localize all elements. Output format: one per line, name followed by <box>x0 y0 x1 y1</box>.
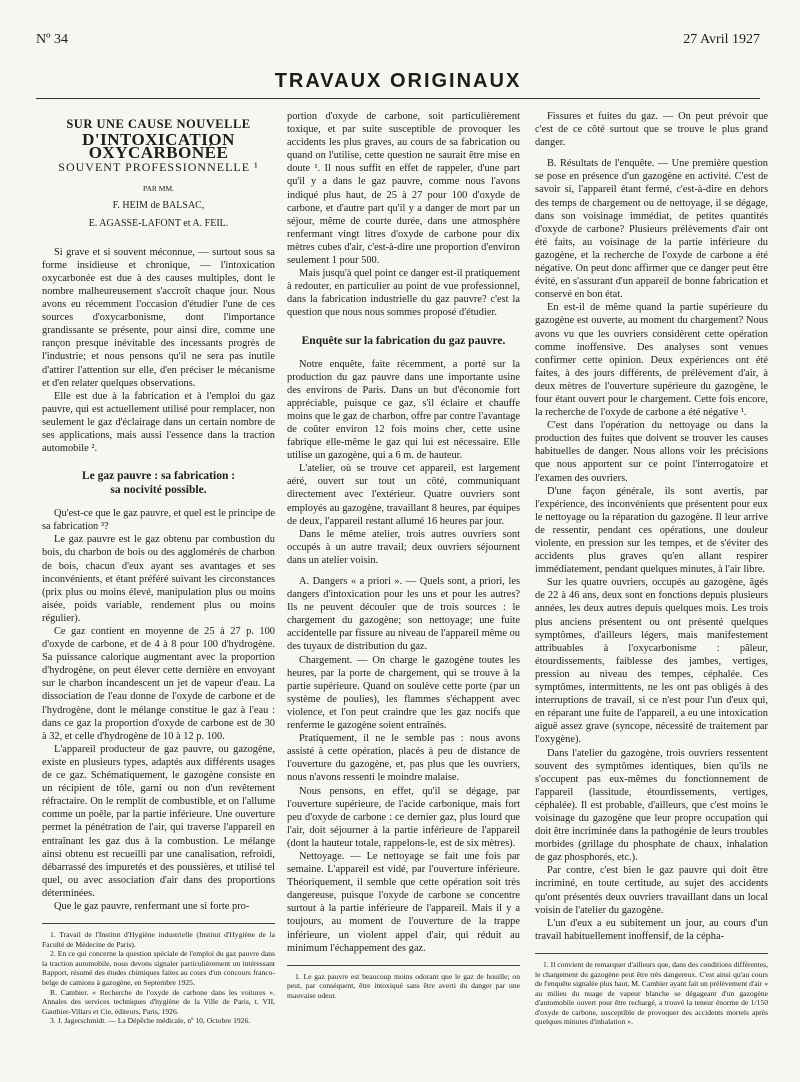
subheading-enquete: Enquête sur la fabrication du gaz pauvre. <box>301 334 506 347</box>
paragraph: Le gaz pauvre est le gaz obtenu par combustion du bois, du charbon de bois ou des agglomérés de charbon de bois, chacun d'eux ayant ses avantages et ses inconvénients, et étant préféré suivant les circonstances (prix plus ou moins élevé, manipulation plus ou moins aisée, poids variable, rendement plus ou moins régulier). <box>42 534 275 624</box>
section-heading: TRAVAUX ORIGINAUX <box>36 70 760 99</box>
column-2 <box>287 110 520 1078</box>
paragraph: D'une façon générale, ils sont avertis, par l'expérience, des inconvénients que présentent pour eux le nettoyage ou la réparation du gazogène. Il leur arrive de ressentir, pendant ces opérations, une douleur violente, en pression sur les tempes, et de s'éviter des accidents plus graves qu'en allant respirer immédiatement, pendant quelques minutes, à l'air libre. <box>535 485 768 576</box>
paragraph: Dans le même atelier, trois autres ouvriers sont occupés à un autre travail; deux ouvriers séjournent dans un atelier voisin. <box>287 528 520 566</box>
paragraph: Nous pensons, en effet, qu'il se dégage, par l'ouverture supérieure, de l'acide carbonique, mais fort peu d'oxyde de carbone : ce dernier gaz, plus lourd que l'air, doit séjourner à la partie inférieure de l'appareil (dont la hauteur totale, rappelons-le, est de six mètres). <box>287 785 520 849</box>
paragraph: B. Résultats de l'enquête. — Une première question se pose en présence d'un gazogène en activité. C'est de savoir si, l'appareil étant fermé, c'est-à-dire en dehors des temps de chargement ou de nettoyage, il se dégage, dans son voisinage immédiat, de petites quantités d'oxyde de carbone? Plusieurs prélèvements d'air ont été faits, au voisinage de la partie inférieure du gazogène, et la recherche de l'oxyde de carbone a été négative. On peut donc affirmer que ce danger peut être évité, en s'assurant d'un appareil de bonne fabrication et conservé en bon état. <box>535 158 768 301</box>
paragraph: C'est dans l'opération du nettoyage ou dans la production des fuites que doivent se trouver les causes habituelles de danger. Nous allons voir les précisions que nous apportent sur ce point l'interrogatoire et l'examen des ouvriers. <box>535 420 768 484</box>
author-line-1: F. HEIM de BALSAC, <box>112 200 205 212</box>
paragraph: Fissures et fuites du gaz. — On peut prévoir que c'est de ce côté surtout que se trouve le plus grand danger. <box>535 111 768 149</box>
subheading-line: Le gaz pauvre : sa fabrication : <box>81 470 236 483</box>
paragraph: En est-il de même quand la partie supérieure du gazogène est ouverte, au moment du chargement? Nous avons vu que les ouvriers considèrent cette opération comme inoffensive. Des analyses sont venues confirmer cette opinion. Deux expériences ont été faites, à des jours différents, de prélèvement d'air, à deux mètres de l'ouverture supérieure du gazogène, le four étant ouvert pour le chargement. Cette fois encore, la recherche de l'oxyde de carbone a été négative ¹. <box>535 302 768 419</box>
footnotes <box>287 965 520 1001</box>
footnote: 1. Travail de l'Institut d'Hygiène industrielle (Institut d'Hygiène de la Faculté de Médecine de Paris). <box>42 930 275 949</box>
column-1 <box>42 110 275 1078</box>
column-3 <box>535 110 768 1078</box>
spacer <box>42 230 275 246</box>
article-title-line-1: SUR UNE CAUSE NOUVELLE <box>66 117 251 131</box>
footnote: 1. Le gaz pauvre est beaucoup moins odorant que le gaz de houille; on peut, par conséquent, être intoxiqué sans être averti du danger par une mauvaise odeur. <box>287 971 520 1000</box>
paragraph: Elle est due à la fabrication et à l'emploi du gaz pauvre, qui est actuellement utilisé pour remplacer, non seulement le gaz d'éclairage dans un certain nombre de ses applications, mais aussi l'essence dans la traction automobile ². <box>42 390 275 455</box>
running-head <box>36 32 760 52</box>
article-title-block <box>42 118 275 230</box>
paragraph: L'atelier, où se trouve cet appareil, est largement aéré, ouvert sur tout un côté, communiquant directement avec l'extérieur. Quatre ouvriers sont employés au gazogène, travaillant 8 heures, par équipes de deux, l'appareil restant allumé 16 heures par jour. <box>287 463 520 527</box>
spacer <box>287 567 520 575</box>
subheading-fabrication <box>42 469 275 497</box>
paragraph: L'appareil producteur de gaz pauvre, ou gazogène, existe en plusieurs types, adaptés aux différents usages de ce gaz. Schématiquement, le gazogène consiste en un récipient de tôle, garni ou non d'un revêtement réfractaire. On le remplit de combustible, et on l'allume comme un poêle, par la partie inférieure. Une ouverture permet la pénétration de l'air, qui traverse l'appareil en entraînant les gaz dus à la combustion. Le mélange ainsi obtenu est recueilli par une canalisation, refroidi, débarrassé des impuretés et des poussières, et utilisé tel quel, ou avec association d'air dans des proportions déterminées. <box>42 743 275 899</box>
paragraph: Par contre, c'est bien le gaz pauvre qui doit être incriminé, en toute certitude, au sujet des accidents qu'ont présentés deux ouvriers travaillant dans un local voisin de l'atelier du gazogène. <box>535 865 768 916</box>
paragraph: Pratiquement, il ne le semble pas : nous avons assisté à cette opération, placés à peu de distance de l'ouverture du gazogène, et, pas plus que les ouvriers, nous n'avons ressenti le moindre malaise. <box>287 733 520 784</box>
paragraph: portion d'oxyde de carbone, soit particulièrement toxique, et par suite susceptible de provoquer les accidents les plus graves, au cours de sa fabrication ou quand on l'utilise, cette question ne saurait être mise en doute ¹. Il nous suffit en effet de rappeler, d'une part qu'il y a dans le gaz pauvre, comme nous l'avons indiqué plus haut, de 25 à 27 pour 100 d'oxyde de carbone, et d'autre part qu'il y a danger de mort par un séjour, même de courte durée, dans une atmosphère renfermant vingt litres d'oxyde de carbone pour dix mètres cubes d'air, c'est-à-dire une proportion d'environ seulement 1 pour 500. <box>287 111 520 267</box>
paragraph: Que le gaz pauvre, renfermant une si forte pro- <box>54 900 250 912</box>
article-title-line-2: D'INTOXICATION OXYCARBONÉE <box>82 130 235 163</box>
byline-par: PAR MM. <box>143 184 174 194</box>
paragraph: Chargement. — On charge le gazogène toutes les heures, par la porte de chargement, qui se trouve à la partie supérieure. Quand on soulève cette porte (par un système de poulies), les flammes s'échappent avec violence, et l'on peut craindre que les gaz nocifs que renferme le gazogène soient entraînés. <box>287 654 520 732</box>
paragraph: Notre enquête, faite récemment, a porté sur la production du gaz pauvre dans une importante usine des environs de Paris. Dans un but d'économie fort appréciable, puisque ce gaz, s'il éclaire et chauffe moins que le gaz de charbon, offre par contre l'avantage de coûter environ 12 fois moins cher, cette usine fabrique elle-même le gaz qui lui est nécessaire. Elle utilise un gazogène, qui a 6 m. de hauteur. <box>287 358 520 462</box>
footnote: R. Cambier. « Recherche de l'oxyde de carbone dans les voitures ». Annales des services techniques d'hygiène de la Ville de Paris, t. VII, Gauthier-Villars et Cie, éditeurs, Paris, 1926. <box>42 987 275 1016</box>
paragraph: Sur les quatre ouvriers, occupés au gazogène, âgés de 22 à 46 ans, deux sont en fonctions depuis plusieurs années, les deux autres depuis quelques mois. Les trois plus anciens présentent ou ont présenté quelques symptômes, d'ailleurs légers, mais manifestement attribuables à l'oxycarbonisme : pâleur, étourdissements, faiblesse des jambes, vertiges, pression au niveau des tempes, céphalée. Ces symptômes, intermittents, ne les ont pas obligés à des interruptions de travail, si ce n'est pour l'un d'eux qui, en réparant une fuite de l'appareil, a eu une intoxication aiguë assez grave (syncope, nécessité de traitement par l'oxygène). <box>535 577 768 746</box>
paragraph: Qu'est-ce que le gaz pauvre, et quel est le principe de sa fabrication ³? <box>42 508 275 533</box>
subheading-line: sa nocivité possible. <box>110 484 207 497</box>
spacer <box>535 149 768 157</box>
paragraph: L'un d'eux a eu subitement un jour, au cours d'un travail habituellement inoffensif, de la cépha- <box>535 917 768 942</box>
paragraph: A. Dangers « a priori ». — Quels sont, a priori, les dangers d'intoxication pour les uns et pour les autres? Ils ne peuvent découler que de trois sources : le chargement du gazogène; son nettoyage; une fuite accidentelle par fissure au niveau de l'appareil même ou des tuyaux de distribution du gaz. <box>287 576 520 653</box>
paragraph: Mais jusqu'à quel point ce danger est-il pratiquement à redouter, en particulier au point de vue professionnel, dans la fabrication industrielle du gaz pauvre? c'est la question que nous nous sommes proposé d'étudier. <box>287 268 520 319</box>
paragraph: Dans l'atelier du gazogène, trois ouvriers ressentent souvent des symptômes identiques, bien qu'ils ne s'occupent pas eux-mêmes du fonctionnement de l'appareil (lassitude, étourdissements, vertiges, céphalée). Il est probable, d'ailleurs, que c'est moins le voisinage du gazogène que leur propre occupation qui doit être incriminée dans la pathogénie de leurs troubles morbides (grillage du phosphate de chaux, inhalation de gaz phosphorés, etc.). <box>535 747 768 864</box>
footnote: 1. Il convient de remarquer d'ailleurs que, dans des conditions différentes, le chargement du gazogène peut être très dangereux. C'est ainsi qu'au cours de l'enquête signalée plus haut, M. Cambier ayant fait un prélèvement d'air « au milieu du nuage de vapeur blanche se dégageant d'un gazogène d'automobile ouvert pour être rechargé, a trouvé la teneur énorme de 1/150 d'oxyde de carbone, susceptible de provoquer des accidents mortels après quelques minutes d'inhalation ». <box>535 959 768 1027</box>
article-title-line-3: SOUVENT PROFESSIONNELLE ¹ <box>58 160 259 175</box>
footnotes <box>42 923 275 1026</box>
issue-date: 27 Avril 1927 <box>683 32 760 47</box>
paragraph: Ce gaz contient en moyenne de 25 à 27 p. 100 d'oxyde de carbone, et de 4 à 8 pour 100 d'hydrogène. Sa puissance calorique augmentant avec la proportion d'hydrogène, on peut élever cette dernière en envoyant sur le charbon incandescent un jet de vapeur d'eau. La dissociation de l'eau donne de l'oxyde de carbone et de l'hydrogène, dont le mélange constitue le gaz à l'eau : dans ce gaz la proportion d'oxyde de carbone est de 30 à 32, et celle d'hydrogène de 10 à 12 p. 100. <box>42 626 275 742</box>
footnote: 3. J. Jagerschmidt. — La Dépêche médicale, nº 10, Octobre 1926. <box>50 1016 251 1026</box>
author-line-2: E. AGASSE-LAFONT et A. FEIL. <box>88 217 229 229</box>
footnote: 2. En ce qui concerne la question spéciale de l'emploi du gaz pauvre dans la traction automobile, nous devons signaler particulièrement un intéressant Rapport, résumé des études chimiques faites au cours d'un concours franco-belge de camions à gazogène, en Septembre 1925. <box>42 949 275 988</box>
footnotes <box>535 953 768 1027</box>
paragraph: Si grave et si souvent méconnue, — surtout sous sa forme insidieuse et chronique, — l'intoxication oxycarbonée est due à des causes multiples, dont le nombre malheureusement s'accroît chaque jour. Nous avons eu récemment l'occasion d'étudier l'une de ces sources d'oxycarbonisme, dont l'importance grandissante se présente, pour ainsi dire, comme une rançon presque inévitable des incessants progrès de l'industrie; et nous pensons qu'il ne sera pas inutile d'attirer l'attention sur elle, d'en préciser le mécanisme et d'en relater quelques observations. <box>42 246 275 389</box>
paragraph: Nettoyage. — Le nettoyage se fait une fois par semaine. L'appareil est vidé, par l'ouverture inférieure. Théoriquement, il semble que cette opération soit très dangereuse, puisque l'oxyde de carbone se concentre surtout à la partie inférieure de l'appareil. Mais il y a toujours, au moment de l'ouverture de la trappe inférieure, un violent appel d'air, qui réduit au minimum l'échappement des gaz. <box>287 850 520 954</box>
issue-number: Nº 34 <box>36 32 68 47</box>
